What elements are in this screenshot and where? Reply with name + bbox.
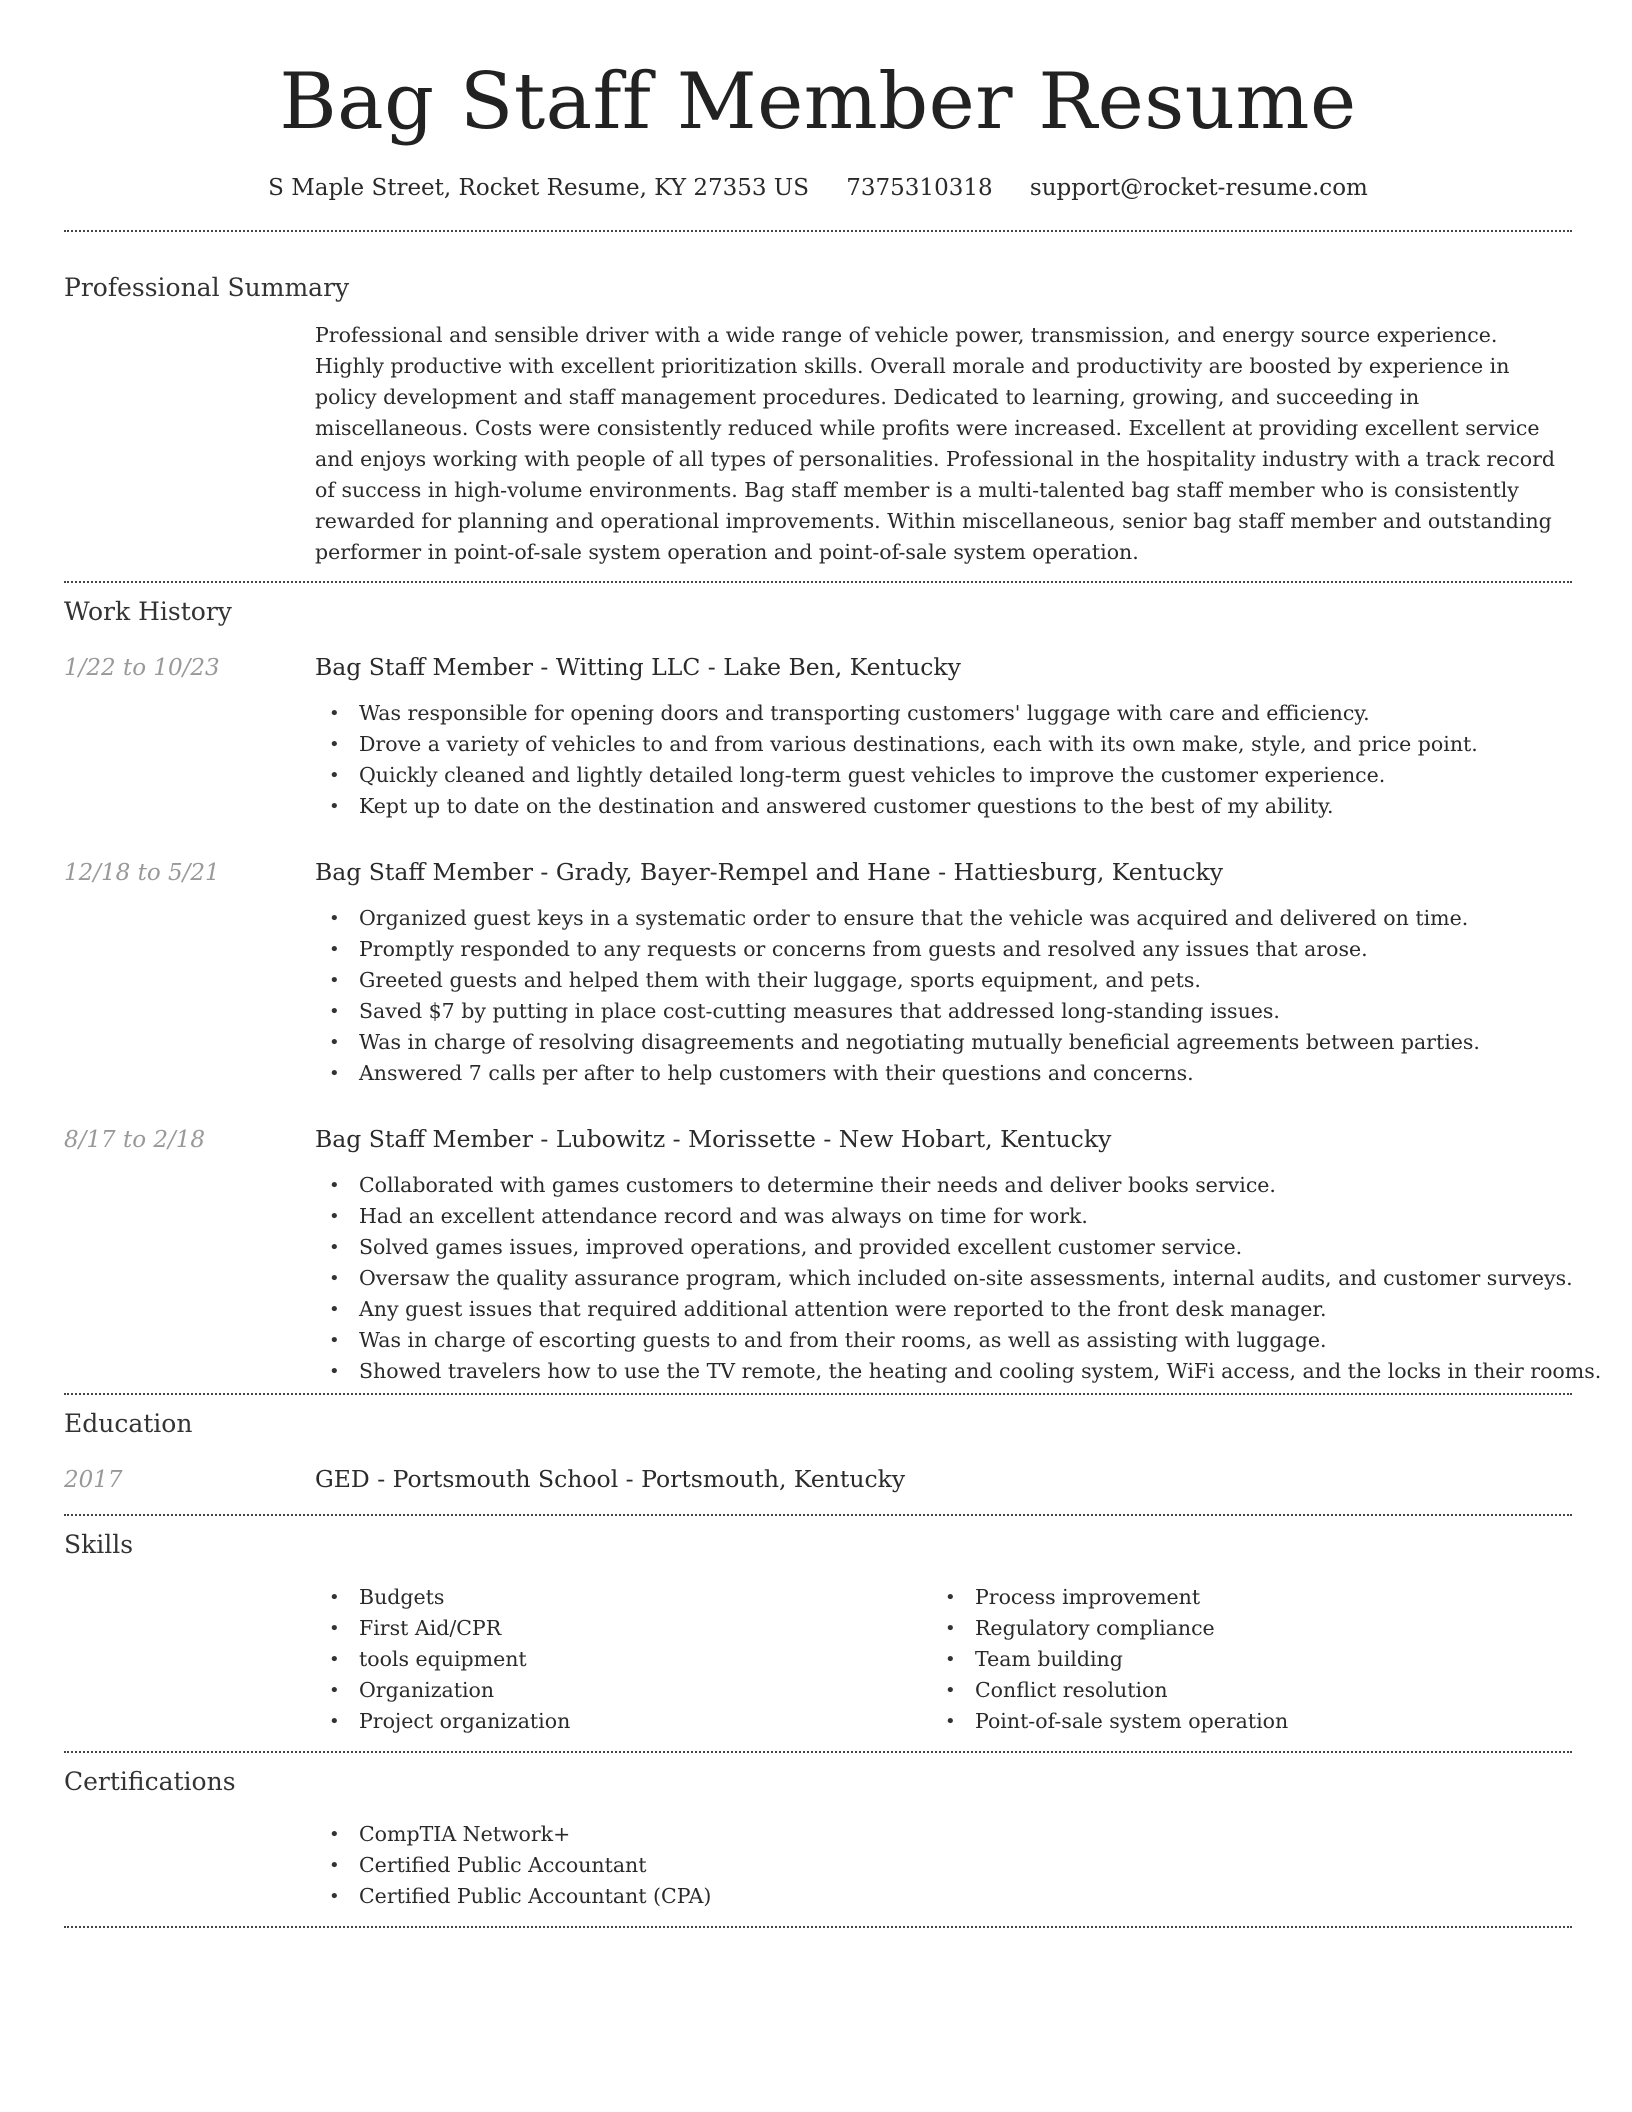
- education-date: 2017: [64, 1467, 123, 1493]
- resume-page: [64, 0, 1602, 1928]
- job-bullet: • Oversaw the quality assurance program, which included on-site assessments, internal audits, and customer surveys.: [315, 1263, 1572, 1294]
- skill-item: • Team building: [931, 1644, 1547, 1675]
- job-bullets: [315, 698, 1572, 822]
- section-heading-education: Education: [64, 1409, 193, 1438]
- contact-email: support@rocket-resume.com: [1029, 175, 1368, 201]
- job-bullets: [315, 1170, 1602, 1387]
- certification-item: • Certified Public Accountant: [315, 1850, 1572, 1881]
- contact-address: S Maple Street, Rocket Resume, KY 27353 US: [268, 175, 809, 201]
- skill-item: • Point-of-sale system operation: [931, 1706, 1547, 1737]
- divider: [64, 1393, 1572, 1395]
- job-entry: [64, 651, 1572, 822]
- job-bullet: • Greeted guests and helped them with their luggage, sports equipment, and pets.: [315, 965, 1572, 996]
- certification-item: • CompTIA Network+: [315, 1819, 1572, 1850]
- certification-item: • Certified Public Accountant (CPA): [315, 1881, 1572, 1912]
- job-bullet: • Kept up to date on the destination and answered customer questions to the best of my ability.: [315, 791, 1572, 822]
- skills-list-left: [315, 1582, 931, 1737]
- job-title: Bag Staff Member - Grady, Bayer-Rempel and Hane - Hattiesburg, Kentucky: [315, 858, 1224, 886]
- job-bullet: • Solved games issues, improved operations, and provided excellent customer service.: [315, 1232, 1572, 1263]
- section-heading-certifications: Certifications: [64, 1767, 236, 1796]
- summary-text: Professional and sensible driver with a wide range of vehicle power, transmission, and energy source experience. Highly productive with excellent prioritization skills. Overall morale and productivity are boosted by experience in policy development and staff management procedures. Dedicated to learning, growing, and succeeding in miscellaneous. Costs were consistently reduced while profits were increased. Excellent at providing excellent service and enjoys working with people of all types of personalities. Professional in the hospitality industry with a track record of success in high-volume environments. Bag staff member is a multi-talented bag staff member who is consistently rewarded for planning and operational improvements. Within miscellaneous, senior bag staff member and outstanding performer in point-of-sale system operation and point-of-sale system operation.: [315, 323, 1555, 564]
- divider: [64, 1514, 1572, 1516]
- job-bullet: • Organized guest keys in a systematic order to ensure that the vehicle was acquired and delivered on time.: [315, 903, 1572, 934]
- job-bullet: • Saved $7 by putting in place cost-cutting measures that addressed long-standing issues.: [315, 996, 1572, 1027]
- divider: [64, 1926, 1572, 1928]
- skills-grid: [315, 1582, 1572, 1737]
- divider: [64, 581, 1572, 583]
- skill-item: • tools equipment: [315, 1644, 931, 1675]
- resume-title: Bag Staff Member Resume: [279, 57, 1357, 147]
- skill-item: • Conflict resolution: [931, 1675, 1547, 1706]
- skill-item: • First Aid/CPR: [315, 1613, 931, 1644]
- job-date: 8/17 to 2/18: [64, 1127, 206, 1153]
- skill-item: • Process improvement: [931, 1582, 1547, 1613]
- certifications-list: [315, 1819, 1572, 1912]
- divider: [64, 1751, 1572, 1753]
- skill-item: • Budgets: [315, 1582, 931, 1613]
- job-date: 12/18 to 5/21: [64, 860, 220, 886]
- job-bullet: • Collaborated with games customers to determine their needs and deliver books service.: [315, 1170, 1572, 1201]
- job-bullet: • Quickly cleaned and lightly detailed long-term guest vehicles to improve the customer experience.: [315, 760, 1572, 791]
- job-entry: [64, 856, 1572, 1089]
- skill-item: • Regulatory compliance: [931, 1613, 1547, 1644]
- job-title: Bag Staff Member - Lubowitz - Morissette - New Hobart, Kentucky: [315, 1125, 1112, 1153]
- section-heading-work: Work History: [64, 597, 232, 626]
- job-bullet: • Answered 7 calls per after to help customers with their questions and concerns.: [315, 1058, 1572, 1089]
- job-bullets: [315, 903, 1572, 1089]
- job-bullet: • Was in charge of escorting guests to and from their rooms, as well as assisting with luggage.: [315, 1325, 1572, 1356]
- section-heading-skills: Skills: [64, 1530, 134, 1559]
- job-bullet: • Was in charge of resolving disagreements and negotiating mutually beneficial agreements between parties.: [315, 1027, 1572, 1058]
- contact-line: [64, 172, 1572, 204]
- job-date: 1/22 to 10/23: [64, 655, 220, 681]
- skills-list-right: [931, 1582, 1547, 1737]
- divider: [64, 230, 1572, 232]
- skill-item: • Organization: [315, 1675, 931, 1706]
- job-bullet: • Promptly responded to any requests or concerns from guests and resolved any issues that arose.: [315, 934, 1572, 965]
- contact-phone: 7375310318: [846, 175, 993, 201]
- skill-item: • Project organization: [315, 1706, 931, 1737]
- job-title: Bag Staff Member - Witting LLC - Lake Ben, Kentucky: [315, 653, 961, 681]
- job-bullet: • Was responsible for opening doors and transporting customers' luggage with care and efficiency.: [315, 698, 1572, 729]
- section-heading-summary: Professional Summary: [64, 273, 350, 302]
- job-entry: [64, 1123, 1602, 1387]
- education-title: GED - Portsmouth School - Portsmouth, Kentucky: [315, 1465, 906, 1493]
- job-bullet: • Had an excellent attendance record and was always on time for work.: [315, 1201, 1572, 1232]
- job-bullet: • Showed travelers how to use the TV remote, the heating and cooling system, WiFi access, and the locks in their rooms.: [315, 1356, 1572, 1387]
- job-bullet: • Drove a variety of vehicles to and from various destinations, each with its own make, style, and price point.: [315, 729, 1572, 760]
- education-entry: [64, 1463, 1572, 1496]
- job-bullet: • Any guest issues that required additional attention were reported to the front desk manager.: [315, 1294, 1572, 1325]
